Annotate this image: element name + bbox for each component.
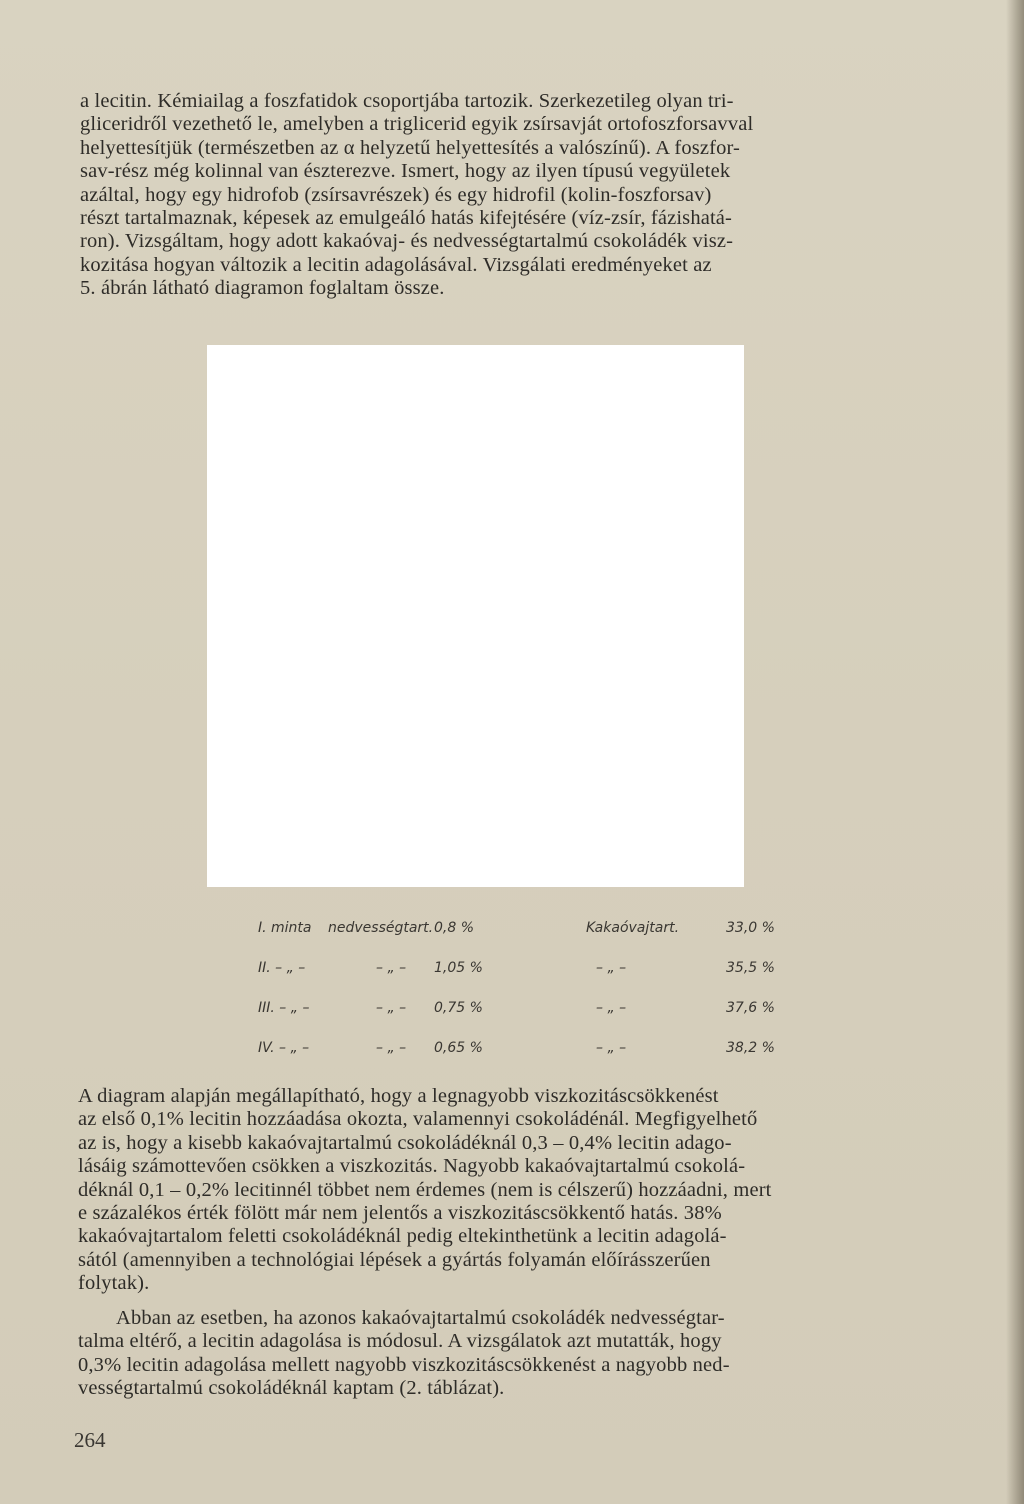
legend-sample: IV. – „ – [258,1040,310,1056]
legend-moisture-value: 0,65 % [434,1040,483,1056]
legend-cocoa-label: – „ – [596,960,627,976]
legend-cocoa-value: 37,6 % [726,1000,775,1016]
legend-moisture-label: nedvességtart. [328,920,434,936]
legend-row [258,920,818,944]
legend-sample: III. – „ – [258,1000,310,1016]
legend-moisture-value: 1,05 % [434,960,483,976]
legend-row [258,1000,818,1024]
legend-sample: I. minta [258,920,312,936]
legend-moisture-label: – „ – [376,960,407,976]
legend-row [258,960,818,984]
legend-cocoa-value: 38,2 % [726,1040,775,1056]
legend-moisture-label: – „ – [376,1000,407,1016]
legend-cocoa-label: Kakaóvajtart. [586,920,680,936]
legend-cocoa-value: 33,0 % [726,920,775,936]
legend-cocoa-label: – „ – [596,1040,627,1056]
legend-sample: II. – „ – [258,960,306,976]
legend-moisture-value: 0,8 % [434,920,475,936]
figure-legend [258,920,818,1070]
paragraph-diagram-conclusion: A diagram alapján megállapítható, hogy a legnagyobb viszkozitáscsökkenést az első 0,1% lecitin hozzáadása okozta, valamennyi csokoládénál. Megfigyelhető az is, hogy a kisebb kakaóvajtartalmú csokoládéknál 0,3 – 0,4% lecitin adago- lásáig számottevően csökken a viszkozitás. Nagyobb kakaóvajtartalmú csokolá- déknál 0,1 – 0,2% lecitinnél többet nem érdemes (nem is célszerű) hozzáadni, mert e százalékos érték fölött már nem jelentős a viszkozitáscsökkentő hatás. 38% kakaóvajtartalom feletti csokoládéknál pedig eltekinthetünk a lecitin adagolá- sától (amennyiben a technológiai lépések a gyártás folyamán előírásszerűen folytak). [78,1085,772,1295]
legend-moisture-value: 0,75 % [434,1000,483,1016]
legend-cocoa-value: 35,5 % [726,960,775,976]
page-edge-shadow [1006,0,1024,1504]
legend-moisture-label: – „ – [376,1040,407,1056]
legend-row [258,1040,818,1064]
paragraph-moisture-note: Abban az esetben, ha azonos kakaóvajtartalmú csokoládék nedvességtar- talma eltérő, a lecitin adagolása is módosul. A vizsgálatok azt mutatták, hogy 0,3% lecitin adagolása mellett nagyobb viszkozitáscsökkenést a nagyobb ned- vességtartalmú csokoládéknál kaptam (2. táblázat). [78,1307,730,1400]
paragraph-intro: a lecitin. Kémiailag a foszfatidok csoportjába tartozik. Szerkezetileg olyan tri- gliceridről vezethető le, amelyben a triglicerid egyik zsírsavját ortofoszforsavval helyettesítjük (természetben az α helyzetű helyettesítés a valószínű). A foszfor- sav-rész még kolinnal van észterezve. Ismert, hogy az ilyen típusú vegyületek azáltal, hogy egy hidrofob (zsírsavrészek) és egy hidrofil (kolin-foszforsav) részt tartalmaznak, képesek az emulgeáló hatás kifejtésére (víz-zsír, fázishatá- ron). Vizsgáltam, hogy adott kakaóvaj- és nedvességtartalmú csokoládék visz- kozitása hogyan változik a lecitin adagolásával. Vizsgálati eredményeket az 5. ábrán látható diagramon foglaltam össze. [80,90,754,300]
legend-cocoa-label: – „ – [596,1000,627,1016]
page-number: 264 [74,1428,106,1452]
figure-diagram-placeholder [207,345,744,887]
